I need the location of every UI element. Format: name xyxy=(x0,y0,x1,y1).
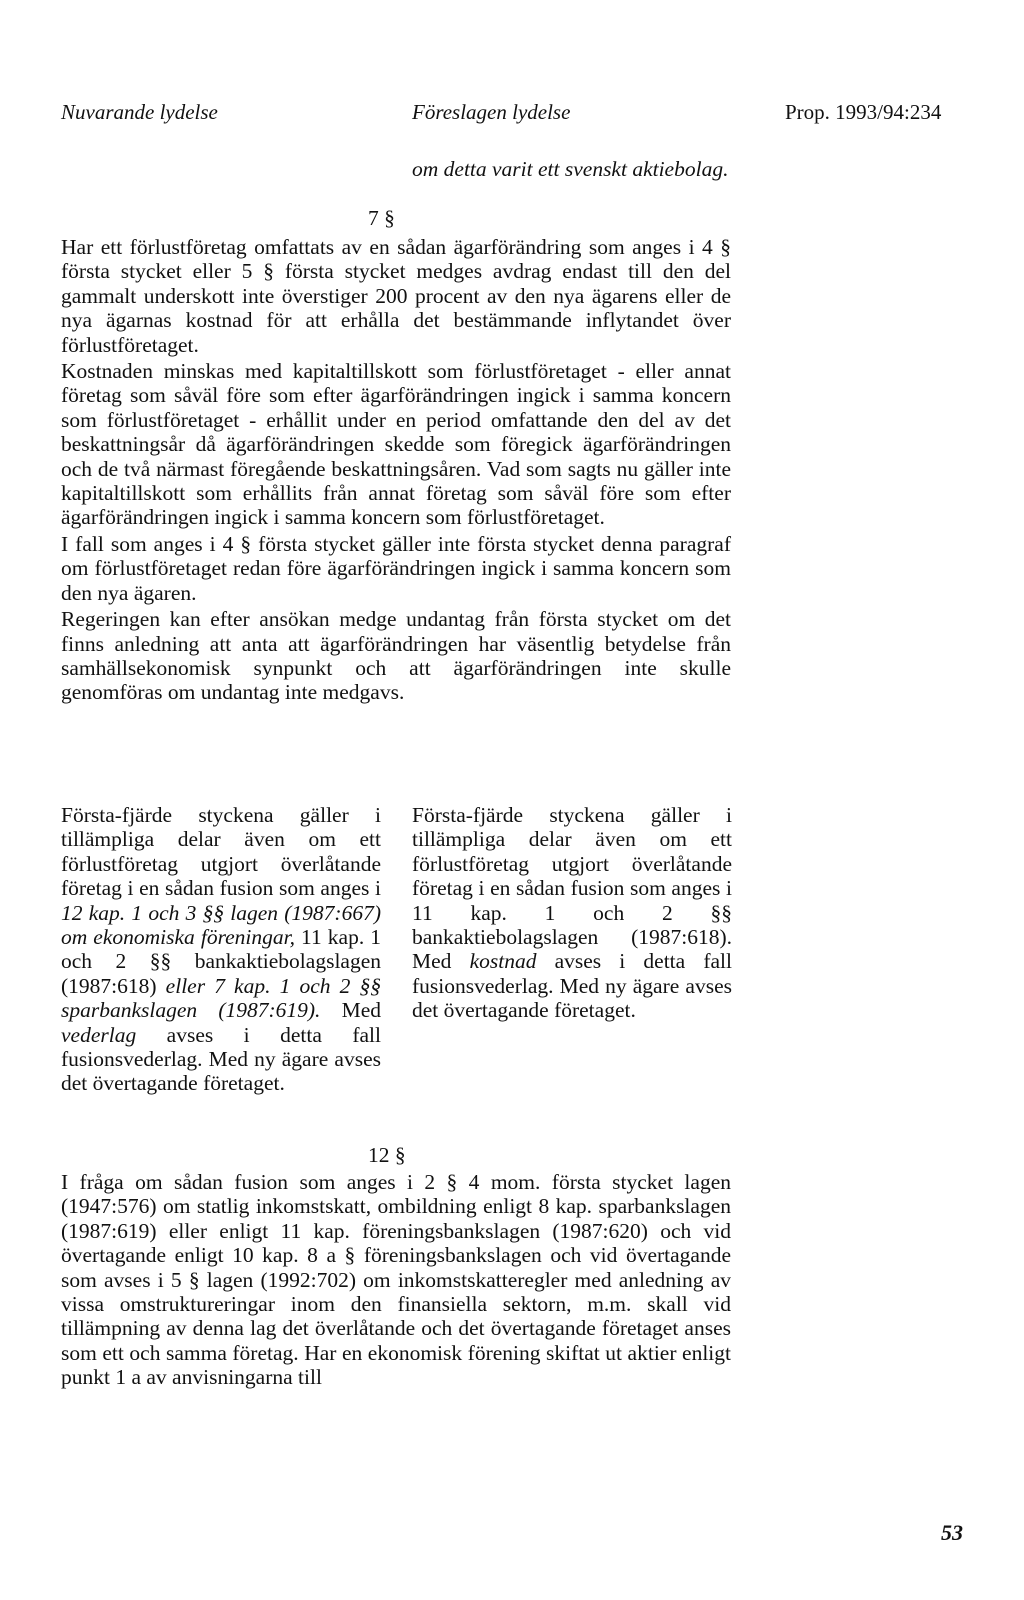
text-span-italic: vederlag xyxy=(61,1022,137,1047)
section-7-paragraph: Har ett förlustföretag omfattats av en sådan ägarförändring som anges i 4 § första stycket eller 5 § första stycket medges avdrag endast till den del gammalt underskott inte överstiger 200 procent av den nya ägarens eller de nya ägarnas kostnad för att erhålla det bestämmande inflytandet över förlustföretaget. xyxy=(61,235,731,357)
continuation-text: om detta varit ett svenskt aktiebolag. xyxy=(412,157,729,181)
text-span: 11 kap. 1 och 2 §§ bankaktiebolagslagen (1987:618) xyxy=(61,925,381,998)
text-span-italic: kostnad xyxy=(469,949,537,974)
text-span: avses i detta fall fusionsvederlag. Med ny ägare avses det övertagande företaget. xyxy=(412,949,732,1023)
section-7-paragraph: I fall som anges i 4 § första stycket gäller inte första stycket denna paragraf om förlustföretaget redan före ägarförändringen ingick i samma koncern som den nya ägaren. xyxy=(61,531,731,605)
text-span: avses i detta fall fusionsvederlag. Med ny ägare avses det övertagande företaget. xyxy=(61,1022,381,1096)
section-7-heading: 7 § xyxy=(368,206,395,230)
header-current-wording: Nuvarande lydelse xyxy=(61,100,218,124)
page-number: 53 xyxy=(941,1520,963,1545)
header-proposed-wording: Föreslagen lydelse xyxy=(412,100,571,124)
column-current-wording xyxy=(61,803,381,1096)
section-12-heading: 12 § xyxy=(368,1143,406,1167)
section-7-paragraph: Kostnaden minskas med kapitaltillskott som förlustföretaget - eller annat företag som såväl före som efter ägarförändringen ingick i samma koncern som förlustföretaget - erhållit under en period omfattande den del av det beskattningsår då ägarförändringen skedde som föregick ägarförändringen och de två närmast föregående beskattningsåren. Vad som sagts nu gäller inte kapitaltillskott som erhållits från annat företag som såväl före som efter ägarförändringen ingick i samma koncern som förlustföretaget. xyxy=(61,359,731,530)
text-span: Med xyxy=(320,998,381,1023)
text-span-italic: 12 kap. 1 och 3 §§ lagen (1987:667) om ekonomiska föreningar, xyxy=(61,900,381,950)
section-7-paragraph: Regeringen kan efter ansökan medge undantag från första stycket om det finns anledning att anta att ägarförändringen har väsentlig betydelse från samhällsekonomisk synpunkt och att ägarförändringen inte skulle genomföras om undantag inte medgavs. xyxy=(61,607,731,705)
header-prop-number: Prop. 1993/94:234 xyxy=(785,100,942,124)
text-span: Första-fjärde styckena gäller i tillämpliga delar även om ett förlustföretag utgjort överlåtande företag i en sådan fusion som anges i xyxy=(61,803,381,901)
column-proposed-wording xyxy=(412,803,732,1023)
section-12-paragraph: I fråga om sådan fusion som anges i 2 § 4 mom. första stycket lagen (1947:576) om statlig inkomstskatt, ombildning enligt 8 kap. sparbankslagen (1987:619) eller enligt 11 kap. föreningsbankslagen (1987:620) och vid övertagande enligt 10 kap. 8 a § föreningsbankslagen och vid övertagande som avses i 5 § lagen (1992:702) om inkomstskatteregler med anledning av vissa omstruktureringar inom den finansiella sektorn, m.m. skall vid tillämpning av denna lag det överlåtande och det övertagande företaget anses som ett och samma företag. Har en ekonomisk förening skiftat ut aktier enligt punkt 1 a av anvisningarna till xyxy=(61,1170,731,1390)
section-12-body xyxy=(61,1170,731,1390)
section-7-body xyxy=(61,235,731,705)
text-span: Första-fjärde styckena gäller i tillämpliga delar även om ett förlustföretag utgjort överlåtande företag i en sådan fusion som anges i 11 kap. 1 och 2 §§ bankaktiebolagslagen (1987:618). Med xyxy=(412,803,732,974)
text-span-italic: eller 7 kap. 1 och 2 §§ sparbankslagen (1987:619). xyxy=(61,973,381,1023)
